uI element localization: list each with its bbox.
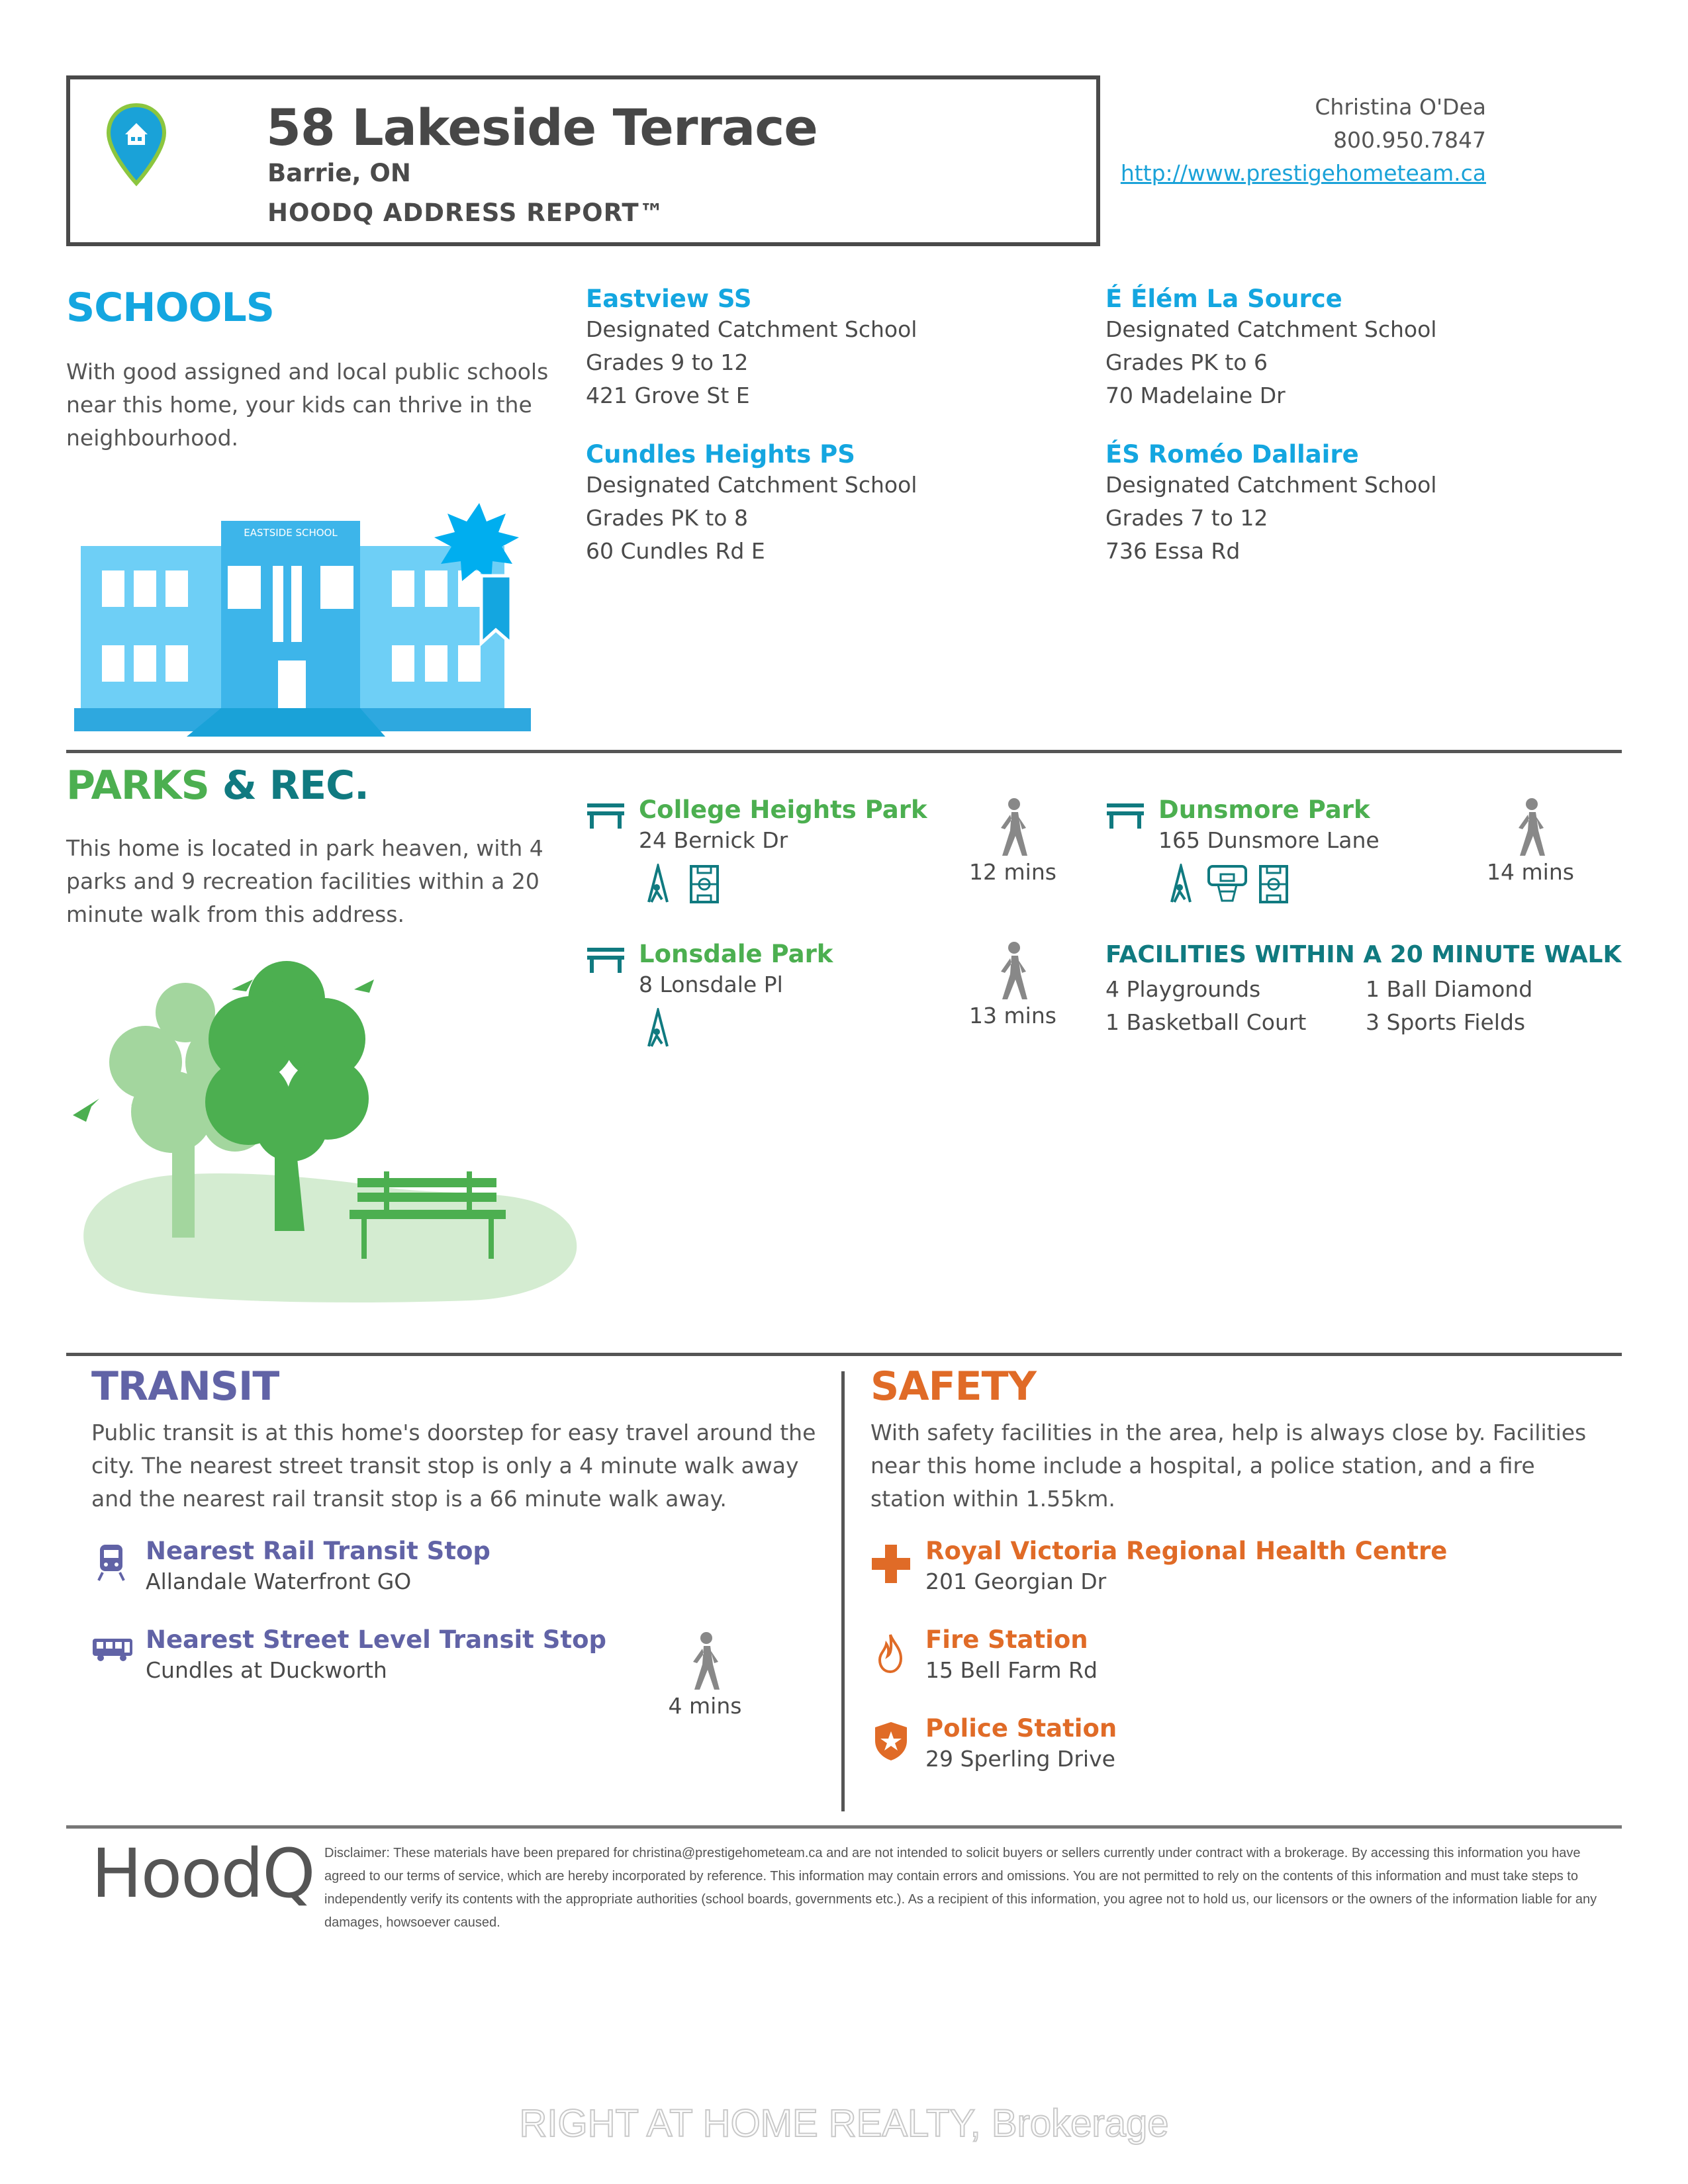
train-icon (96, 1542, 126, 1586)
agent-phone: 800.950.7847 (1333, 127, 1486, 153)
playground-icon (1165, 864, 1197, 907)
school-grades: Grades 9 to 12 (586, 349, 749, 375)
safety-facility-address: 15 Bell Farm Rd (925, 1657, 1098, 1683)
park-name[interactable]: Lonsdale Park (639, 940, 833, 968)
school-name[interactable]: É Élém La Source (1105, 285, 1342, 313)
school-address: 70 Madelaine Dr (1105, 383, 1286, 408)
police-badge-icon (874, 1721, 908, 1764)
school-sign-text: EASTSIDE SCHOOL (244, 527, 338, 539)
safety-facility-name[interactable]: Fire Station (925, 1625, 1088, 1654)
school-type: Designated Catchment School (1105, 472, 1437, 498)
rail-transit-entry[interactable] (146, 1537, 491, 1598)
safety-entry[interactable] (925, 1625, 1098, 1687)
parks-description: This home is located in park heaven, with 4 parks and 9 recreation facilities within a 20 minute walk from this address. (66, 835, 543, 927)
street-transit-stop[interactable]: Cundles at Duckworth (146, 1657, 387, 1683)
safety-entry[interactable] (925, 1537, 1447, 1598)
schools-section-title: SCHOOLS (66, 285, 274, 331)
section-divider (66, 750, 1622, 753)
brokerage-watermark: RIGHT AT HOME REALTY, Brokerage (519, 2102, 1169, 2145)
safety-section-title: SAFETY (870, 1363, 1036, 1410)
school-entry[interactable] (586, 440, 917, 568)
report-label: HOODQ ADDRESS REPORT™ (267, 199, 665, 227)
rail-transit-stop[interactable]: Allandale Waterfront GO (146, 1569, 412, 1594)
school-building-illustration (74, 503, 538, 744)
park-address: 8 Lonsdale Pl (639, 972, 783, 997)
walk-time: 12 mins (969, 859, 1056, 885)
park-entry[interactable] (1158, 796, 1380, 857)
park-bench-icon (1105, 801, 1145, 833)
street-transit-entry[interactable] (146, 1625, 606, 1687)
walk-time: 4 mins (668, 1693, 742, 1719)
section-divider (66, 1825, 1622, 1829)
facility-playgrounds: 4 Playgrounds (1105, 976, 1261, 1002)
park-address: 165 Dunsmore Lane (1158, 827, 1380, 853)
facility-sports-fields: 3 Sports Fields (1366, 1009, 1526, 1035)
agent-name: Christina O'Dea (1315, 94, 1486, 120)
sports-field-icon (688, 864, 720, 907)
walk-time: 14 mins (1487, 859, 1574, 885)
transit-section-title: TRANSIT (91, 1363, 279, 1410)
column-divider (841, 1371, 845, 1811)
school-entry[interactable] (1105, 285, 1436, 412)
walking-person-icon (1511, 797, 1550, 861)
safety-facility-name[interactable]: Police Station (925, 1714, 1117, 1743)
safety-facility-address: 29 Sperling Drive (925, 1746, 1115, 1772)
walking-person-icon (993, 941, 1033, 1005)
school-entry[interactable] (586, 285, 917, 412)
street-transit-label: Nearest Street Level Transit Stop (146, 1625, 606, 1654)
walk-time: 13 mins (969, 1003, 1056, 1028)
bus-icon (91, 1636, 134, 1665)
walking-person-icon (685, 1631, 725, 1695)
schools-description: With good assigned and local public schools near this home, your kids can thrive in the neighbourhood. (66, 359, 549, 451)
park-illustration (73, 960, 583, 1306)
safety-description: With safety facilities in the area, help is always close by. Facilities near this home include a hospital, a police station, and a fire station within 1.55km. (870, 1420, 1587, 1512)
facilities-title: FACILITIES WITHIN A 20 MINUTE WALK (1105, 941, 1622, 968)
playground-icon (642, 1008, 674, 1052)
park-name[interactable]: Dunsmore Park (1158, 796, 1370, 824)
park-name[interactable]: College Heights Park (639, 796, 927, 824)
address-title: 58 Lakeside Terrace (266, 98, 818, 157)
school-grades: Grades PK to 8 (586, 505, 748, 531)
school-type: Designated Catchment School (586, 472, 917, 498)
home-location-pin-icon (106, 103, 167, 190)
hospital-cross-icon (870, 1543, 912, 1587)
school-name[interactable]: Cundles Heights PS (586, 440, 855, 469)
disclaimer-text: Disclaimer: These materials have been prepared for christina@prestigehometeam.ca and are not intended to solicit buyers or sellers currently under contract with a brokerage. By accessing this information you have agreed to our terms of service, which are hereby incorporated by reference. This information may contain errors and omissions. You are not permitted to rely on the contents of this information and must take steps to independently verify its contents with the appropriate authorities (school boards, governments etc.). As a recipient of this information, you agree not to hold us, our licensors or the owners of the information liable for any damages, howsoever caused. (324, 1846, 1597, 1930)
safety-facility-address: 201 Georgian Dr (925, 1569, 1107, 1594)
school-entry[interactable] (1105, 440, 1436, 568)
school-type: Designated Catchment School (1105, 316, 1437, 342)
school-address: 421 Grove St E (586, 383, 750, 408)
parks-title-a: PARKS (66, 762, 209, 809)
playground-icon (642, 864, 674, 907)
transit-description: Public transit is at this home's doorstep for easy travel around the city. The nearest street transit stop is only a 4 minute walk away and the nearest rail transit stop is a 66 minute walk away. (91, 1420, 816, 1512)
school-address: 736 Essa Rd (1105, 538, 1241, 564)
agent-website-link[interactable]: http://www.prestigehometeam.ca (1120, 160, 1486, 186)
safety-facility-name[interactable]: Royal Victoria Regional Health Centre (925, 1537, 1448, 1565)
walking-person-icon (993, 797, 1033, 861)
park-entry[interactable] (639, 796, 927, 857)
school-type: Designated Catchment School (586, 316, 917, 342)
park-entry[interactable] (639, 940, 833, 1001)
facility-basketball-court: 1 Basketball Court (1105, 1009, 1307, 1035)
school-name[interactable]: ÉS Roméo Dallaire (1105, 440, 1359, 469)
facility-ball-diamond: 1 Ball Diamond (1366, 976, 1533, 1002)
section-divider (66, 1353, 1622, 1356)
parks-section-title (66, 762, 369, 809)
basketball-icon (1206, 864, 1248, 907)
address-city: Barrie, ON (267, 159, 411, 187)
park-bench-icon (586, 801, 626, 833)
school-address: 60 Cundles Rd E (586, 538, 765, 564)
fire-icon (876, 1632, 905, 1676)
sports-field-icon (1258, 864, 1289, 907)
park-address: 24 Bernick Dr (639, 827, 788, 853)
school-name[interactable]: Eastview SS (586, 285, 752, 313)
parks-title-b: & REC. (209, 762, 369, 809)
rail-transit-label: Nearest Rail Transit Stop (146, 1537, 491, 1565)
safety-entry[interactable] (925, 1714, 1117, 1776)
school-grades: Grades 7 to 12 (1105, 505, 1268, 531)
hoodq-logo: HoodQ (91, 1835, 314, 1913)
park-bench-icon (586, 945, 626, 977)
school-grades: Grades PK to 6 (1105, 349, 1268, 375)
